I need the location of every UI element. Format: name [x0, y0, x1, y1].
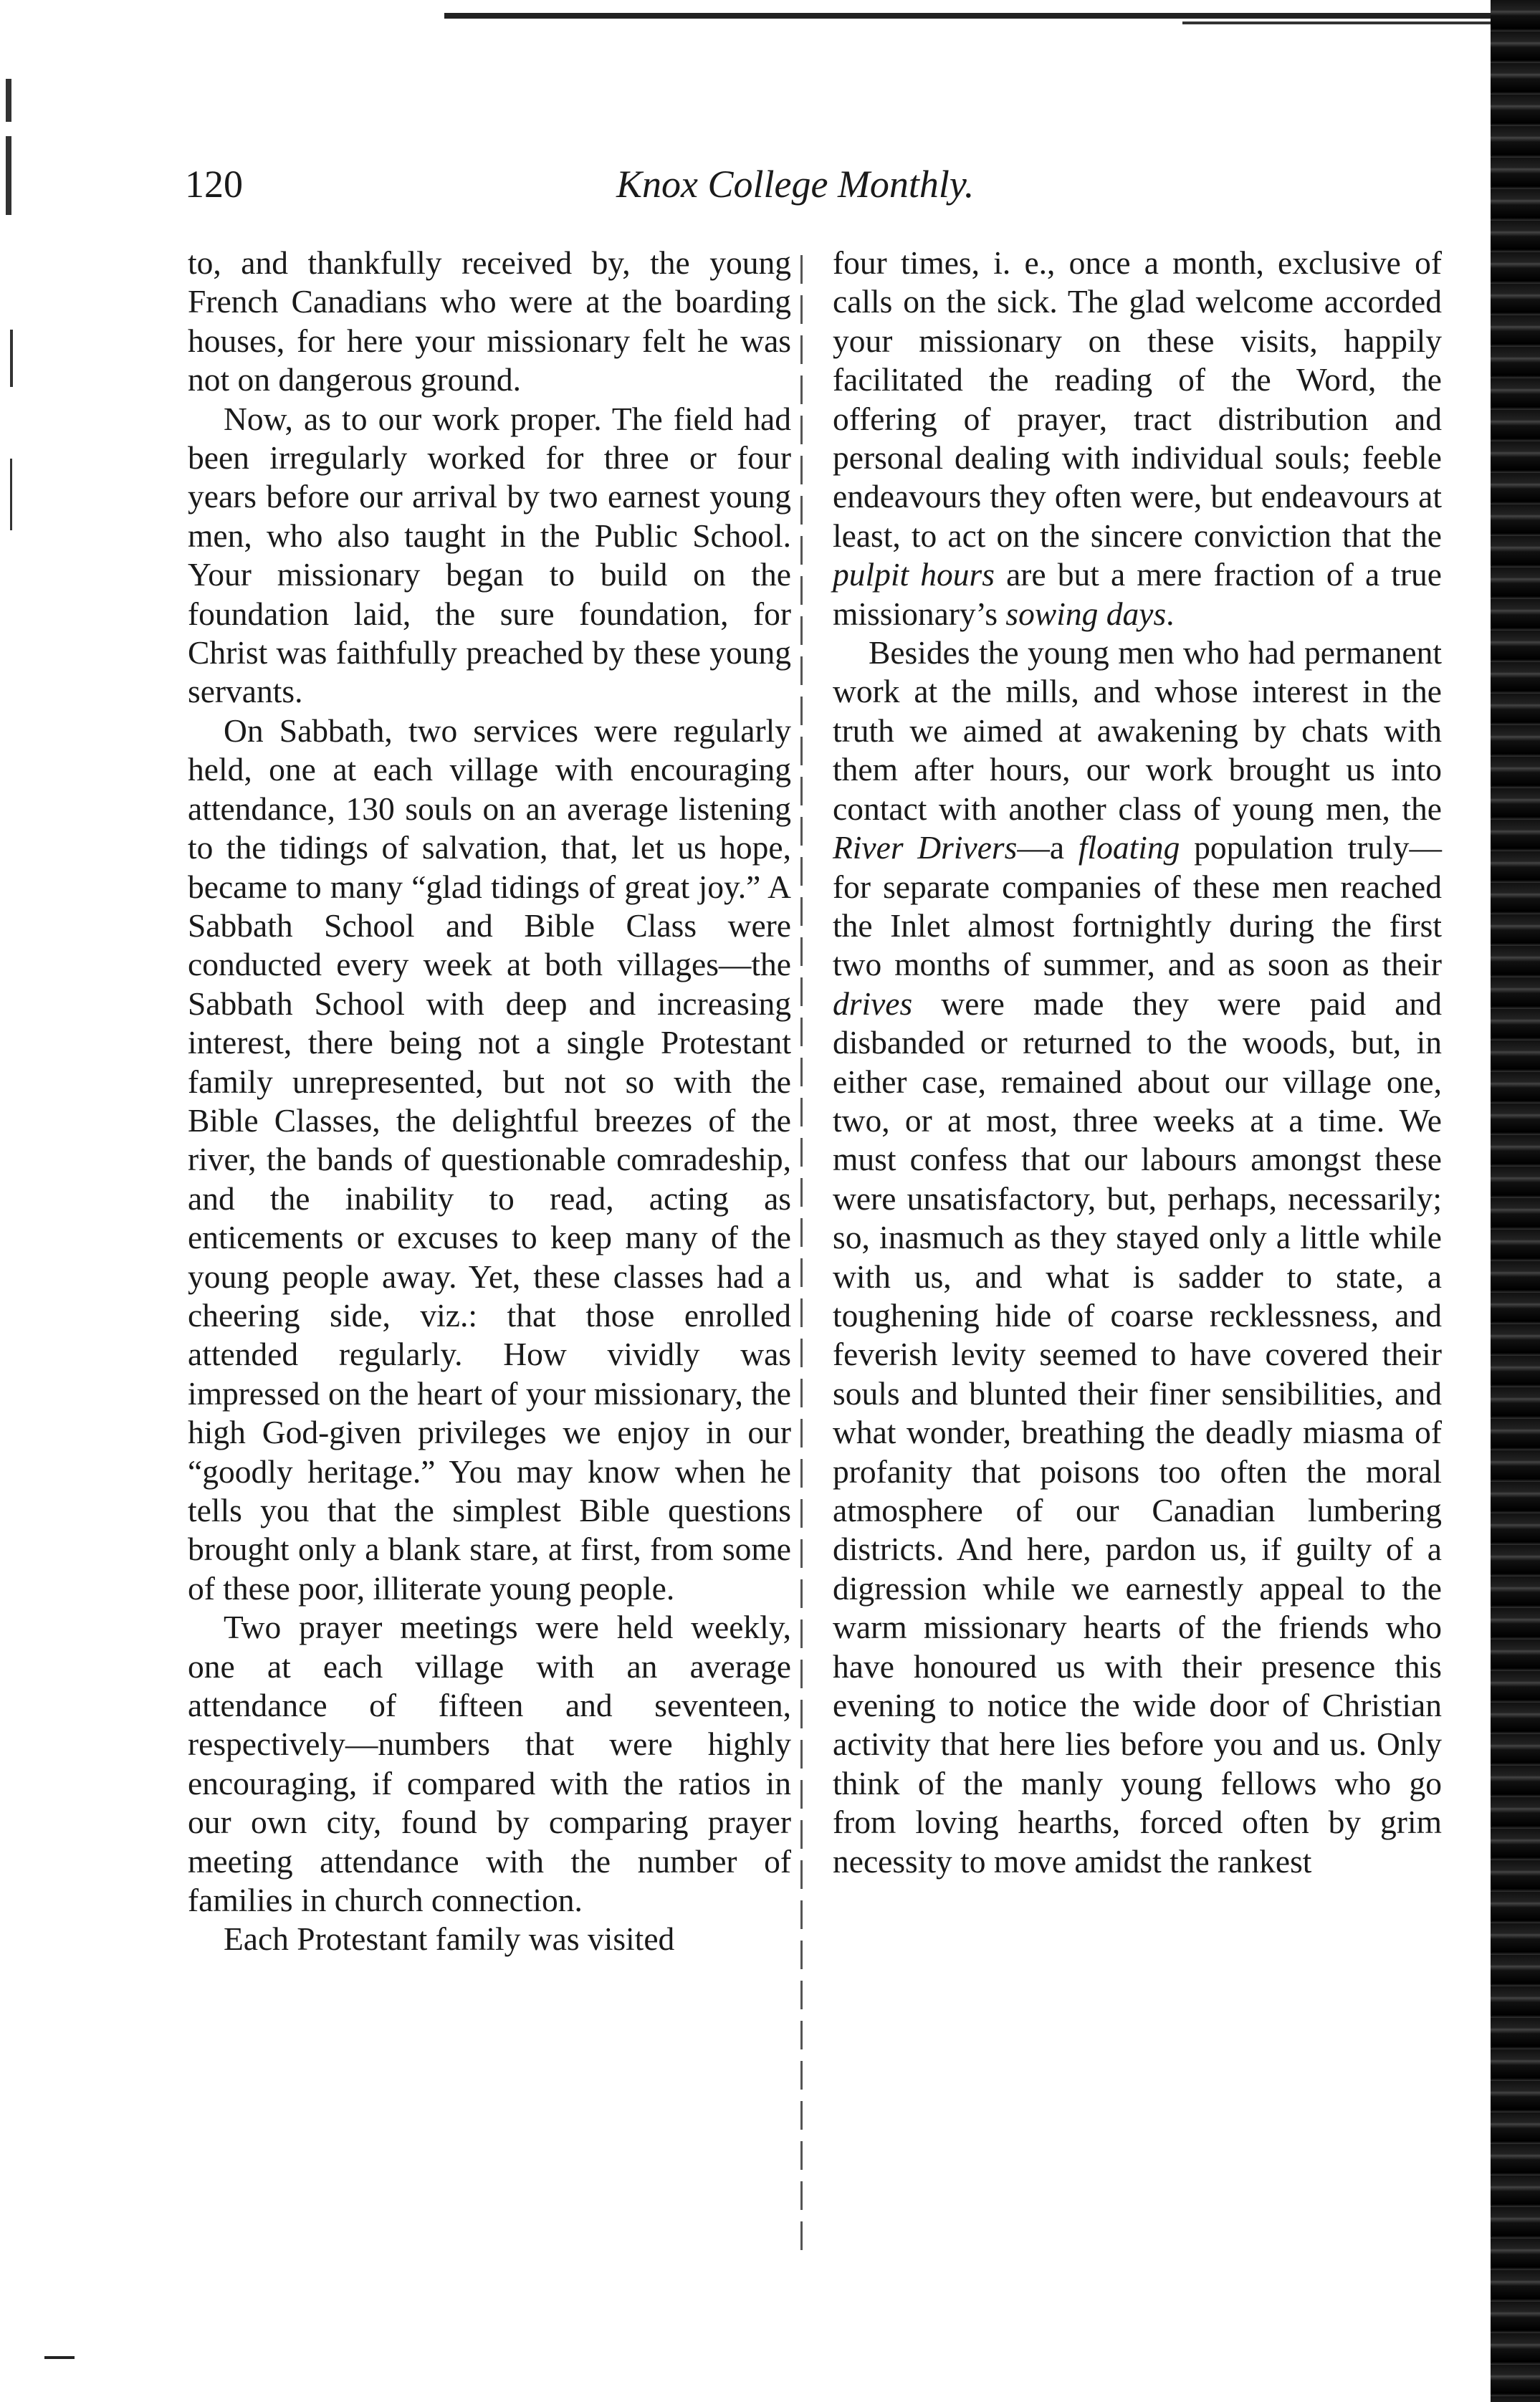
page-header [0, 162, 1540, 226]
right-column [833, 244, 1442, 1881]
paragraph: Now, as to our work proper. The field had been irregularly worked for three or four years before our arrival by two earnest young men, who also taught in the Public School. Your missionary began to build on the foundation laid, the sure foundation, for Christ was faithfully preached by these young servants. [188, 400, 791, 710]
text-run: . [1166, 595, 1175, 632]
text-run: Besides the young men who had permanent work at the mills, and whose interest in the truth we aimed at awakening by chats with them after hours, our work brought us into contact with another class of young men, the [833, 634, 1442, 827]
italic-phrase: drives [833, 985, 913, 1022]
top-rule [444, 13, 1491, 19]
paragraph: Two prayer meetings were held weekly, one at each village with an average attendance of fifteen and seventeen, respectively—numbers that were highly encouraging, if compared with the ratios in our own city, found by comparing prayer meeting attendance with the number of families in church connection. [188, 1609, 791, 1919]
footer-rule [44, 2356, 75, 2359]
margin-speck [10, 330, 13, 387]
top-rule-secondary [1182, 21, 1491, 24]
paragraph: to, and thankfully received by, the young French Canadians who were at the boarding houses, for here your missionary felt he was not on dangerous ground. [188, 244, 791, 398]
page-edge-shadow [1491, 0, 1540, 2402]
text-run: population truly—for separate companies of these men reached the Inlet almost fortnightly during the first two months of summer, and as soon as their [833, 829, 1442, 983]
column-divider [800, 255, 803, 2254]
paragraph [833, 633, 1442, 1881]
text-run: were made they were paid and disbanded or returned to the woods, but, in either case, remained about our village one, two, or at most, three weeks at a time. We must confess that our labours amongst these were unsatisfactory, but, perhaps, necessarily; so, inasmuch as they stayed only a little while with us, and what is sadder to state, a toughening hide of coarse recklessness, and feverish levity seemed to have covered their souls and blunted their finer sensibilities, and what wonder, breathing the deadly miasma of profanity that poisons too often the moral atmosphere of our Canadian lumbering districts. And here, pardon us, if guilty of a digression while we earnestly appeal to the warm missionary hearts of the friends who have honoured us with their presence this evening to notice the wide door of Christian activity that here lies before you and us. Only think of the manly young fellows who go from loving hearths, forced often by grim necessity to move amidst the rankest [833, 985, 1442, 1880]
italic-phrase: River Drivers [833, 829, 1018, 866]
margin-speck [6, 79, 11, 122]
running-title: Knox College Monthly. [616, 163, 975, 206]
page-number: 120 [185, 163, 243, 206]
italic-phrase: floating [1078, 829, 1180, 866]
paragraph: On Sabbath, two services were regularly held, one at each village with encouraging attendance, 130 souls on an average listening to the tidings of salvation, that, let us hope, became to many “glad tidings of great joy.” A Sabbath School and Bible Class were conducted every week at both villages—the Sabbath School with deep and increasing interest, there being not a single Protestant family unrepresented, but not so with the Bible Classes, the delightful breezes of the river, the bands of questionable comradeship, and the inability to read, acting as enticements or excuses to keep many of the young people away. Yet, these classes had a cheering side, viz.: that those enrolled attended regularly. How vividly was impressed on the heart of your missionary, the high God-given privileges we enjoy in our “goodly heritage.” You may know when he tells you that the simplest Bible questions brought only a blank stare, at first, from some of these poor, illiterate young people. [188, 712, 791, 1607]
left-column [188, 244, 791, 1959]
text-run: are but a mere fraction of a true missionary’s [833, 556, 1442, 632]
italic-phrase: pulpit hours [833, 556, 995, 593]
paragraph: Each Protestant family was visited [224, 1920, 675, 1958]
margin-speck [10, 459, 12, 530]
text-run: four times, i. e., once a month, exclusive of calls on the sick. The glad welcome accorded your missionary on these visits, happily facilitated the reading of the Word, the offering of prayer, tract distribution and personal dealing with individual souls; feeble endeavours they often were, but endeavours at least, to act on the sincere conviction that the [833, 244, 1442, 554]
text-run: —a [1017, 829, 1079, 866]
paragraph [833, 244, 1442, 633]
italic-phrase: sowing days [1005, 595, 1167, 632]
